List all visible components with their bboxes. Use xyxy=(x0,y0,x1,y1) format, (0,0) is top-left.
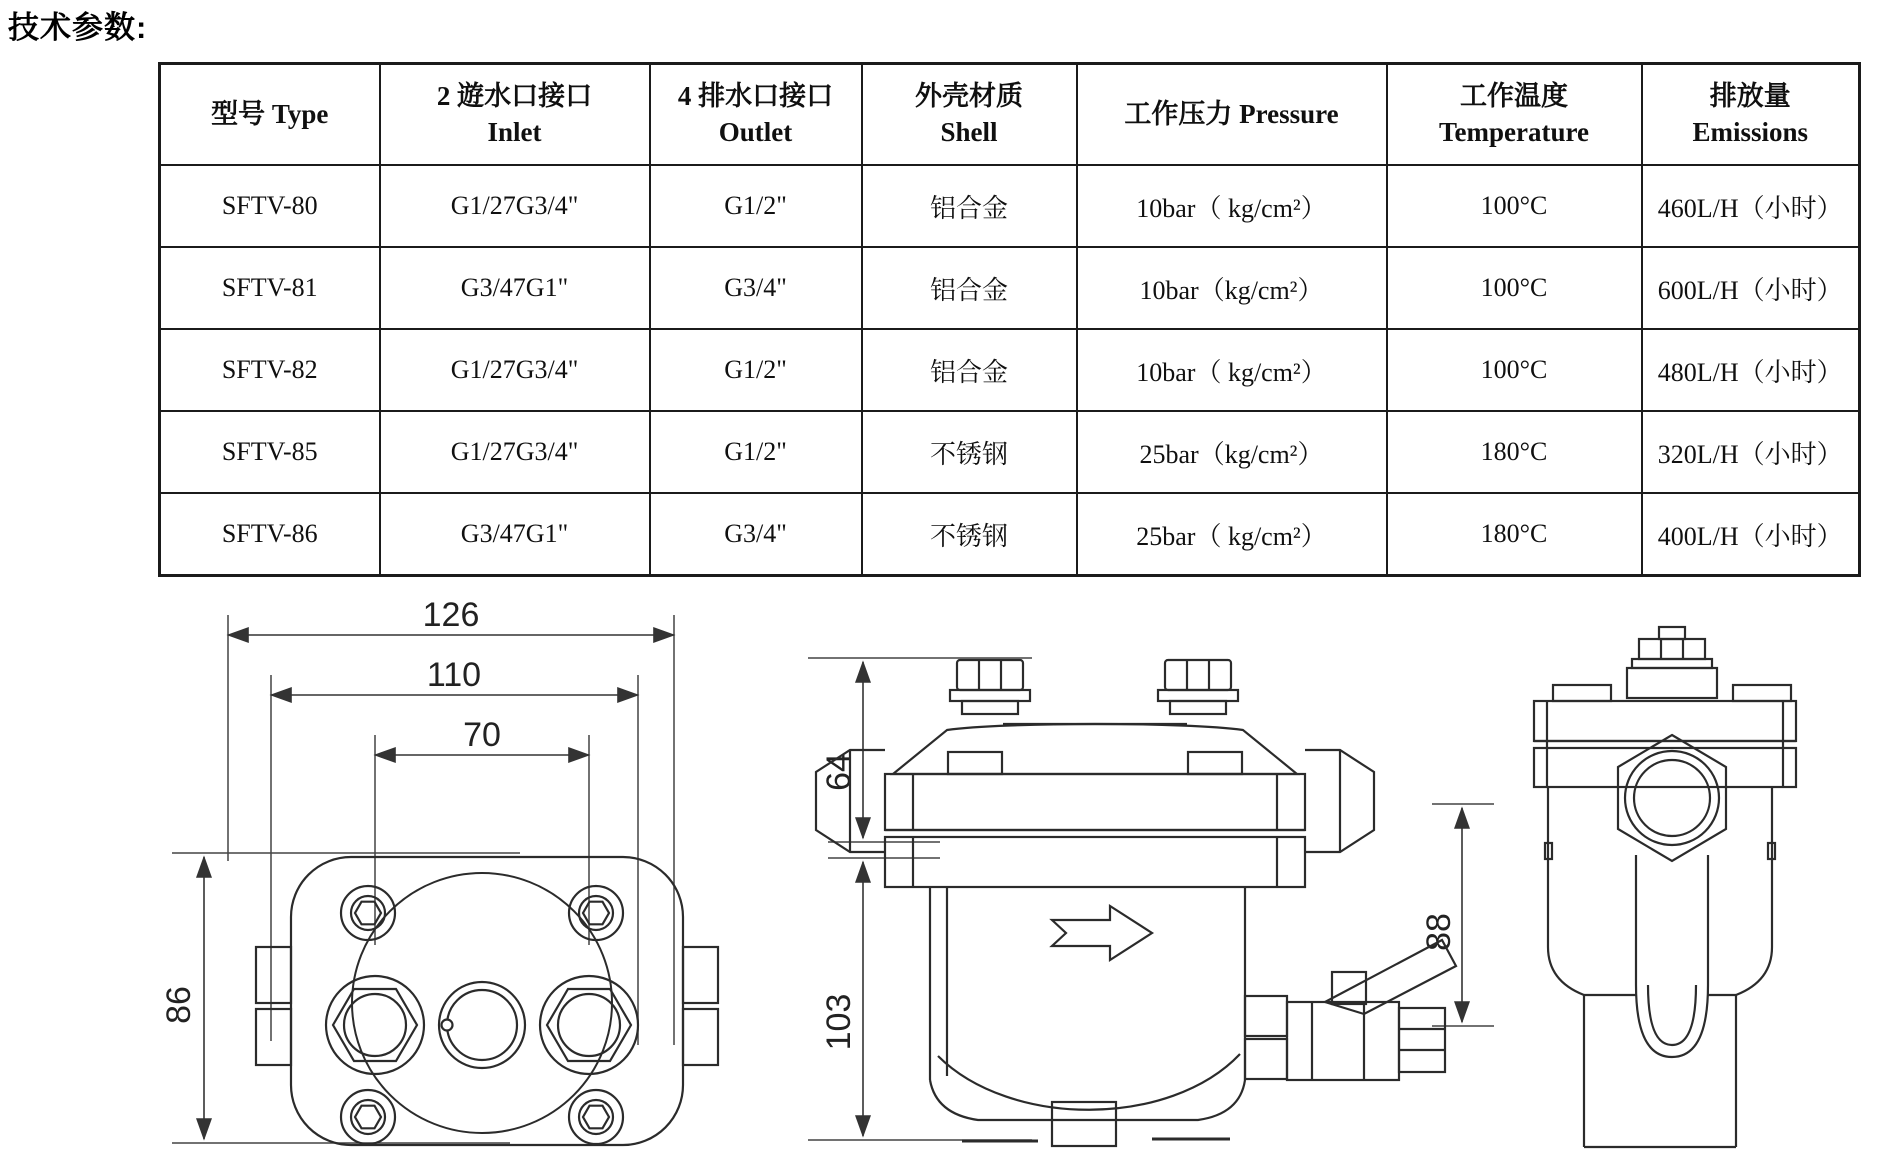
extension-lines xyxy=(808,658,1494,1140)
dim-label-64: 64 xyxy=(820,753,858,791)
cell-type: SFTV-86 xyxy=(160,493,380,576)
ball-valve xyxy=(1287,940,1456,1080)
cell-type: SFTV-82 xyxy=(160,329,380,411)
cell-shell: 不锈钢 xyxy=(862,411,1077,493)
front-view-drawing xyxy=(700,540,1500,1157)
header-temperature xyxy=(1387,64,1642,166)
table-row xyxy=(160,165,1860,247)
port-right xyxy=(540,976,638,1074)
cell-pressure: 25bar（kg/cm²） xyxy=(1077,411,1387,493)
mount-tab-left-bottom xyxy=(256,1009,291,1065)
header-emissions-zh: 排放量 xyxy=(1709,81,1791,112)
cell-emissions: 600L/H（小时） xyxy=(1642,247,1860,329)
cell-outlet: G1/2" xyxy=(650,329,862,411)
header-shell xyxy=(862,64,1077,166)
drain-tube xyxy=(1636,855,1708,1057)
cell-shell: 铝合金 xyxy=(862,165,1077,247)
table-row xyxy=(160,411,1860,493)
dim-label-86: 86 xyxy=(160,986,198,1024)
cell-pressure: 10bar（ kg/cm²） xyxy=(1077,165,1387,247)
mount-tab-left-top xyxy=(256,947,291,1003)
cell-shell: 铝合金 xyxy=(862,247,1077,329)
header-temperature-zh: 工作温度 xyxy=(1460,81,1568,112)
header-shell-en: Shell xyxy=(940,116,998,147)
header-inlet-zh: 2 遊水口接口 xyxy=(436,81,593,112)
cell-outlet: G1/2" xyxy=(650,411,862,493)
spec-table xyxy=(158,62,1861,577)
flange-bands xyxy=(885,774,1305,887)
port-left xyxy=(326,976,424,1074)
cell-temperature: 180°C xyxy=(1387,411,1642,493)
dim-label-103: 103 xyxy=(820,993,858,1051)
header-temperature-en: Temperature xyxy=(1439,116,1589,147)
cell-temperature: 180°C xyxy=(1387,493,1642,576)
dome-cap xyxy=(893,724,1297,774)
drain-boss xyxy=(1245,996,1287,1079)
flange-bands xyxy=(1534,701,1796,787)
table-row xyxy=(160,329,1860,411)
body-circle xyxy=(352,873,612,1133)
header-shell-zh: 外壳材质 xyxy=(915,81,1023,112)
keyway-notch xyxy=(442,1020,453,1031)
cell-shell: 铝合金 xyxy=(862,329,1077,411)
cell-inlet: G1/27G3/4" xyxy=(380,411,650,493)
cell-type: SFTV-80 xyxy=(160,165,380,247)
flange-outline xyxy=(291,857,683,1145)
cell-type: SFTV-85 xyxy=(160,411,380,493)
cell-outlet: G3/4" xyxy=(650,247,862,329)
side-view-drawing xyxy=(1520,555,1890,1157)
top-cap xyxy=(1627,627,1717,698)
cell-temperature: 100°C xyxy=(1387,329,1642,411)
cell-temperature: 100°C xyxy=(1387,165,1642,247)
header-row xyxy=(160,64,1860,166)
cell-emissions: 320L/H（小时） xyxy=(1642,411,1860,493)
header-inlet-en: Inlet xyxy=(487,116,542,147)
top-view-drawing xyxy=(160,593,720,1157)
cell-outlet: G1/2" xyxy=(650,165,862,247)
page-title: 技术参数: xyxy=(8,10,148,45)
header-emissions-en: Emissions xyxy=(1692,116,1809,147)
dim-label-88: 88 xyxy=(1420,913,1458,951)
cell-inlet: G1/27G3/4" xyxy=(380,329,650,411)
header-outlet-en: Outlet xyxy=(718,116,793,147)
cell-pressure: 25bar（ kg/cm²） xyxy=(1077,493,1387,576)
cell-inlet: G3/47G1" xyxy=(380,493,650,576)
cell-emissions: 460L/H（小时） xyxy=(1642,165,1860,247)
bolt-bottom-left xyxy=(341,1090,395,1144)
corner-bolts xyxy=(341,886,623,1144)
header-type xyxy=(160,64,380,166)
valve-stem xyxy=(1332,972,1366,1004)
flow-arrow-icon xyxy=(1052,906,1152,960)
header-outlet xyxy=(650,64,862,166)
dim-label-126: 126 xyxy=(422,596,480,634)
trap-body xyxy=(1545,787,1775,1147)
cell-emissions: 480L/H（小时） xyxy=(1642,329,1860,411)
dimension-lines xyxy=(863,662,1462,1136)
cell-outlet: G3/4" xyxy=(650,493,862,576)
header-type-zh: 型号 Type xyxy=(211,98,329,129)
cell-temperature: 100°C xyxy=(1387,247,1642,329)
trap-body xyxy=(930,887,1245,1146)
header-inlet xyxy=(380,64,650,166)
header-pressure-zh: 工作压力 Pressure xyxy=(1124,98,1339,129)
cell-inlet: G1/27G3/4" xyxy=(380,165,650,247)
inlet-hex-port xyxy=(816,750,885,852)
top-bolt-right xyxy=(1158,660,1238,714)
center-opening xyxy=(439,982,525,1068)
header-pressure xyxy=(1077,64,1387,166)
bolt-bottom-right xyxy=(569,1090,623,1144)
port-hex-nut xyxy=(1618,735,1726,861)
valve-end-nut xyxy=(1399,1008,1445,1072)
header-emissions xyxy=(1642,64,1860,166)
cell-type: SFTV-81 xyxy=(160,247,380,329)
table-row xyxy=(160,247,1860,329)
cell-emissions: 400L/H（小时） xyxy=(1642,493,1860,576)
outlet-hex-port xyxy=(1305,750,1374,852)
cell-pressure: 10bar（kg/cm²） xyxy=(1077,247,1387,329)
dim-label-110: 110 xyxy=(426,656,482,694)
header-outlet-zh: 4 排水口接口 xyxy=(677,81,834,112)
cell-pressure: 10bar（ kg/cm²） xyxy=(1077,329,1387,411)
cell-inlet: G3/47G1" xyxy=(380,247,650,329)
cell-shell: 不锈钢 xyxy=(862,493,1077,576)
top-bolt-left xyxy=(950,660,1030,714)
dim-label-70: 70 xyxy=(463,716,501,754)
